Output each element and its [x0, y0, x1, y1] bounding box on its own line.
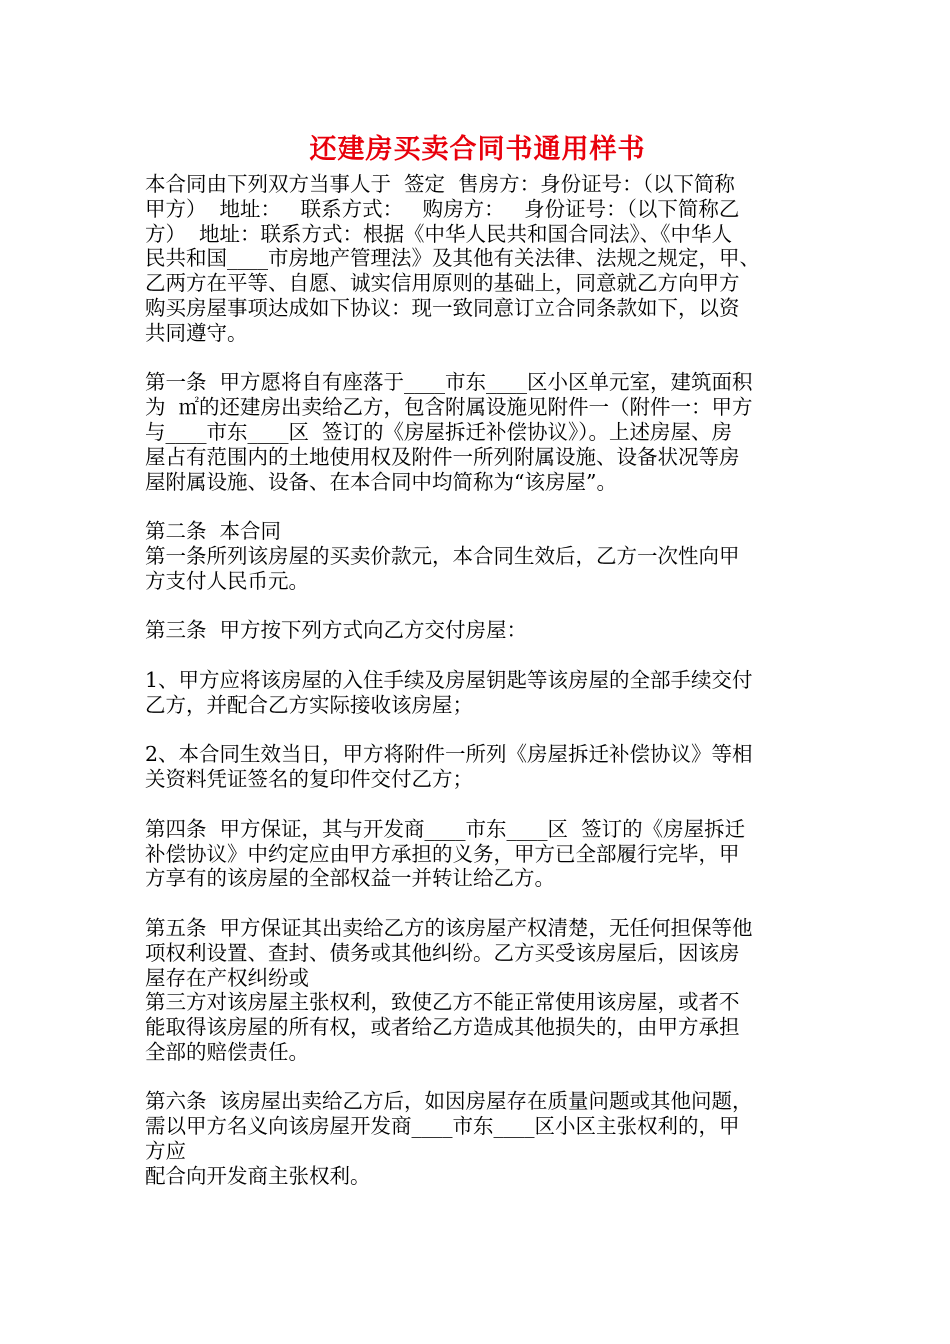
blank-line	[145, 494, 810, 519]
body-text-line: 与____市东____区 签订的《房屋拆迁补偿协议》）。上述房屋、房	[145, 419, 733, 444]
body-text-line: 第六条 该房屋出卖给乙方后，如因房屋存在质量问题或其他问题，	[145, 1089, 753, 1114]
body-text-line: 乙两方在平等、自愿、诚实信用原则的基础上，同意就乙方向甲方	[145, 271, 740, 296]
body-text-line: 民共和国____市房地产管理法》及其他有关法律、法规之规定，甲、	[145, 246, 760, 271]
body-text-line: 方享有的该房屋的全部权益一并转让给乙方。	[145, 866, 555, 891]
body-text-line: 为 ㎡的还建房出卖给乙方，包含附属设施见附件一（附件一：甲方	[145, 395, 753, 420]
body-text-line: 方支付人民币元。	[145, 568, 309, 593]
body-text-line: 1、甲方应将该房屋的入住手续及房屋钥匙等该房屋的全部手续交付	[145, 667, 753, 692]
body-text-line: 购买房屋事项达成如下协议：现一致同意订立合同条款如下，以资	[145, 295, 740, 320]
body-text-line: 第二条 本合同	[145, 519, 282, 544]
blank-line	[145, 718, 810, 743]
body-text-line: 方） 地址：联系方式：根据《中华人民共和国合同法》、《中华人	[145, 221, 733, 246]
body-text-line: 能取得该房屋的所有权，或者给乙方造成其他损失的，由甲方承担	[145, 1015, 740, 1040]
document-page	[145, 128, 810, 1189]
body-text-line: 项权利设置、查封、债务或其他纠纷。乙方买受该房屋后，因该房	[145, 940, 740, 965]
body-text-line: 甲方） 地址： 联系方式： 购房方： 身份证号：（以下简称乙	[145, 196, 740, 221]
body-text-line: 第四条 甲方保证，其与开发商____市东____区 签订的《房屋拆迁	[145, 816, 746, 841]
body-text-line: 乙方，并配合乙方实际接收该房屋；	[145, 692, 473, 717]
body-text-line: 第一条 甲方愿将自有座落于____市东____区小区单元室，建筑面积	[145, 370, 753, 395]
body-text-line: 关资料凭证签名的复印件交付乙方；	[145, 767, 473, 792]
blank-line	[145, 792, 810, 817]
body-text-line: 第三条 甲方按下列方式向乙方交付房屋：	[145, 618, 528, 643]
blank-line	[145, 891, 810, 916]
body-text-line: 第五条 甲方保证其出卖给乙方的该房屋产权清楚，无任何担保等他	[145, 915, 753, 940]
body-text-line: 方应	[145, 1139, 186, 1164]
document-body	[145, 172, 810, 1189]
blank-line	[145, 594, 810, 619]
body-text-line: 共同遵守。	[145, 320, 248, 345]
blank-line	[145, 643, 810, 668]
body-text-line: 需以甲方名义向该房屋开发商____市东____区小区主张权利的，甲	[145, 1114, 740, 1139]
body-text-line: 屋存在产权纠纷或	[145, 965, 309, 990]
document-title: 还建房买卖合同书通用样书	[309, 134, 646, 165]
body-text-line: 屋占有范围内的土地使用权及附件一所列附属设施、设备状况等房	[145, 444, 740, 469]
blank-line	[145, 346, 810, 371]
body-text-line: 本合同由下列双方当事人于 签定 售房方：身份证号：（以下简称	[145, 172, 735, 196]
body-text-line: 第一条所列该房屋的买卖价款元，本合同生效后，乙方一次性向甲	[145, 543, 740, 568]
blank-line	[145, 1065, 810, 1090]
body-text-line: 补偿协议》中约定应由甲方承担的义务，甲方已全部履行完毕，甲	[145, 841, 740, 866]
body-text-line: 配合向开发商主张权利。	[145, 1163, 371, 1188]
body-text-line: 2、本合同生效当日，甲方将附件一所列《房屋拆迁补偿协议》等相	[145, 742, 753, 767]
body-text-line: 全部的赔偿责任。	[145, 1039, 309, 1064]
body-text-line: 第三方对该房屋主张权利，致使乙方不能正常使用该房屋，或者不	[145, 990, 740, 1015]
body-text-line: 屋附属设施、设备、在本合同中均简称为“该房屋”。	[145, 469, 617, 494]
